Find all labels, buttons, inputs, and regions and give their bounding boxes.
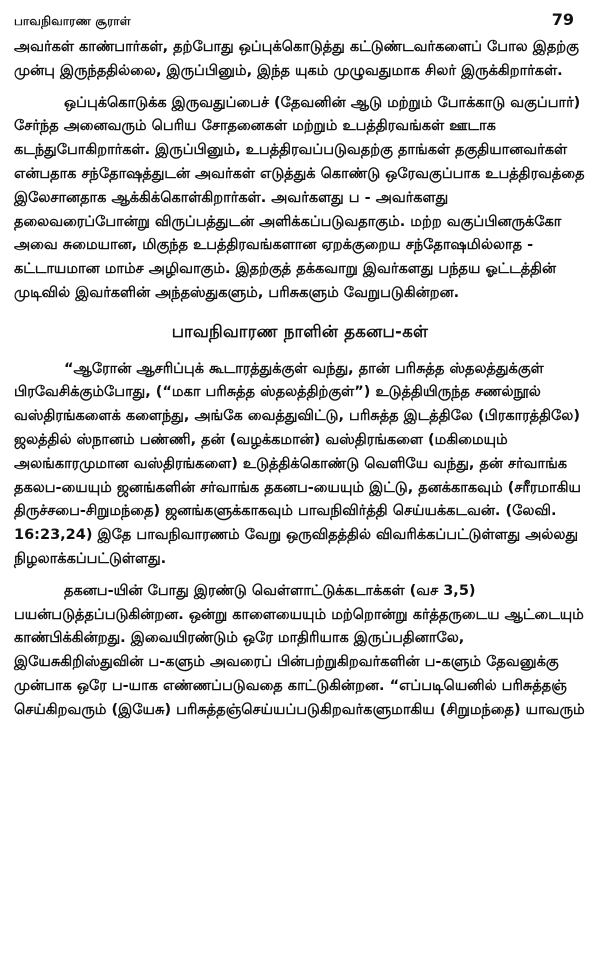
paragraph-4: தகனப-யின் போது இரண்டு வெள்ளாட்டுக்கடாக்கள் (வச 3,5) பயன்படுத்தப்படுகின்றன. ஒன்று காளையையும் மற்றொன்று கர்த்தருடைய ஆட்டையும் காண்பிக்கின்றது. இவையிரண்டும் ஒரே மாதிரியாக இருப்பதினாலே, இயேசுகிறிஸ்துவின் ப-களும் அவரைப் பின்பற்றுகிறவர்களின் ப-களும் தேவனுக்கு முன்பாக ஒரே ப-யாக எண்ணப்படுவதை காட்டுகின்றன. “எப்படியெனில் பரிசுத்தஞ் செய்கிறவரும் (இயேசு) பரிசுத்தஞ்செய்யப்படுகிறவர்களுமாகிய (சிறுமந்தை) யாவரும் <box>14 582 585 718</box>
running-header-title: பாவநிவாரண சூராள் <box>14 14 131 28</box>
paragraph-3: “ஆரோன் ஆசரிப்புக் கூடாரத்துக்குள் வந்து, தான் பரிசுத்த ஸ்தலத்துக்குள் பிரவேசிக்கும்போது, (“மகா பரிசுத்த ஸ்தலத்திற்குள்”) உடுத்தியிருந்த சணல்நூல் வஸ்திரங்களைக் களைந்து, அங்கே வைத்துவிட்டு, பரிசுத்த இடத்திலே (பிரகாரத்திலே) ஜலத்தில் ஸ்நானம் பண்ணி, தன் (வழக்கமான்) வஸ்திரங்களை (மகிமையும் அலங்காரமுமான வஸ்திரங்களை) உடுத்திக்கொண்டு வெளியே வந்து, தன் சர்வாங்க தகலப-யையும் ஜனங்களின் சர்வாங்க தகனப-யையும் இட்டு, தனக்காகவும் (சரீரமாகிய திருச்சபை-சிறுமந்தை) ஜனங்களுக்காகவும் பாவநிவிர்த்தி செய்யக்கடவன். (லேவி. 16:23,24) இதே பாவநிவாரணம் வேறு ஒருவிதத்தில் விவரிக்கப்பட்டுள்ளது அல்லது நிழலாக்கப்பட்டுள்ளது. <box>14 360 581 567</box>
paragraph-2: ஒப்புக்கொடுக்க இருவதுப்பைச் (தேவனின் ஆடு மற்றும் போக்காடு வகுப்பார்) சேர்ந்த அனைவரும் பெரிய சோதனைகள் மற்றும் உபத்திரவங்கள் ஊடாக கடந்துபோகிறார்கள். இருப்பினும், உபத்திரவப்படுவதற்கு தாங்கள் தகுதியானவர்கள் என்பதாக சந்தோஷத்துடன் அவர்கள் எடுத்துக் கொண்டு ஒரேவகுப்பாக உபத்திரவத்தை இலேசானதாக ஆக்கிக்கொள்கிறார்கள். அவர்களது ப - அவர்களது தலைவரைப்போன்று விருப்பத்துடன் அளிக்கப்படுவதாகும். மற்ற வகுப்பினருக்கோ அவை சுமையான, மிகுந்த உபத்திரவங்களான ஏறக்குறைய சந்தோஷமில்லாத - கட்டாயமான மாம்ச அழிவாகும். இதற்குத் தக்கவாறு இவர்களது பந்தய ஓட்டத்தின் முடிவில் இவர்களின் அந்தஸ்துகளும், பரிசுகளும் வேறுபடுகின்றன. <box>14 94 585 301</box>
page-number: 79 <box>551 10 574 29</box>
running-header <box>14 10 586 36</box>
section-heading: பாவநிவாரண நாளின் தகனப-கள் <box>171 321 429 341</box>
paragraph-1: அவர்கள் காண்பார்கள், தற்போது ஒப்புக்கொடுத்து கட்டுண்டவர்களைப் போல இதற்கு முன்பு இருந்ததில்லை, இருப்பினும், இந்த யுகம் முழுவதுமாக சிலர் இருக்கிறார்கள். <box>14 39 579 79</box>
page-body <box>14 36 586 723</box>
